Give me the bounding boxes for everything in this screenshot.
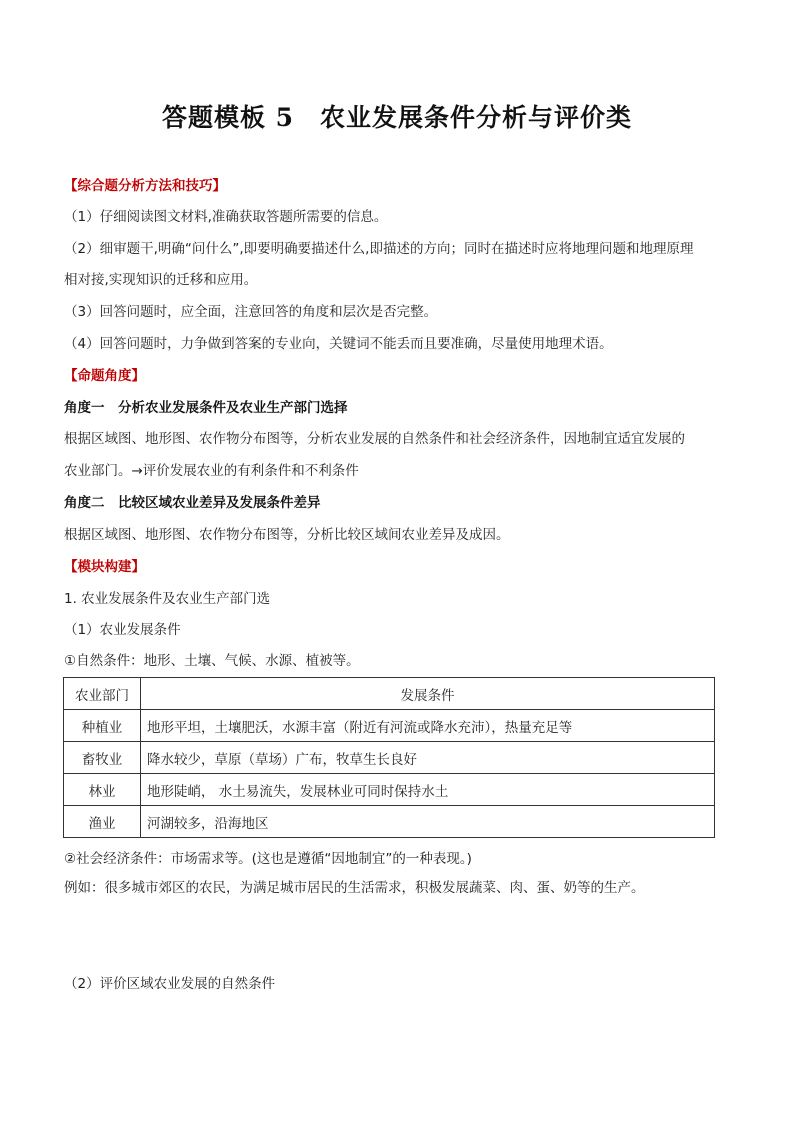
angle-1-heading: 角度一 分析农业发展条件及农业生产部门选择 <box>64 400 348 416</box>
table-cell-sector: 渔业 <box>64 806 141 838</box>
method-point-1: （1）仔细阅读图文材料,准确获取答题所需要的信息。 <box>64 209 388 225</box>
table-cell-sector: 畜牧业 <box>64 742 141 774</box>
angle-1-text: 根据区域图、地形图、农作物分布图等，分析农业发展的自然条件和社会经济条件，因地制宜适宜发展的 <box>64 431 685 447</box>
page-title: 答题模板 5 农业发展条件分析与评价类 <box>161 103 633 132</box>
angle-2-heading: 角度二 比较区域农业差异及发展条件差异 <box>64 495 321 511</box>
module-subitem-1: （1）农业发展条件 <box>64 622 181 638</box>
method-point-2-cont: 相对接,实现知识的迁移和应用。 <box>64 272 258 288</box>
table-cell-condition: 地形陡峭， 水土易流失，发展林业可同时保持水土 <box>141 774 715 806</box>
angle-1-text-cont: 农业部门。→评价发展农业的有利条件和不利条件 <box>64 463 359 479</box>
angle-2-text: 根据区域图、地形图、农作物分布图等，分析比较区域间农业差异及成因。 <box>64 527 510 543</box>
module-subitem-2: （2）评价区域农业发展的自然条件 <box>64 976 276 992</box>
table-cell-sector: 种植业 <box>64 710 141 742</box>
section-heading-methods: 【综合题分析方法和技巧】 <box>64 178 226 194</box>
table-row <box>64 806 715 838</box>
module-item-1: 1. 农业发展条件及农业生产部门选 <box>64 591 271 607</box>
conditions-table <box>63 677 715 838</box>
table-row <box>64 710 715 742</box>
table-cell-sector: 林业 <box>64 774 141 806</box>
social-conditions: ②社会经济条件：市场需求等。(这也是遵循“因地制宜”的一种表现。) <box>64 851 472 867</box>
example-text: 例如：很多城市郊区的农民，为满足城市居民的生活需求，积极发展蔬菜、肉、蛋、奶等的生产。 <box>64 880 645 896</box>
table-row <box>64 774 715 806</box>
table-cell-condition: 河湖较多，沿海地区 <box>141 806 715 838</box>
table-header-cell: 发展条件 <box>141 678 715 710</box>
table-header-row <box>64 678 715 710</box>
method-point-2: （2）细审题干,明确“问什么”,即要明确要描述什么,即描述的方向；同时在描述时应将地理问题和地理原理 <box>64 241 694 257</box>
section-heading-angles: 【命题角度】 <box>64 368 145 384</box>
natural-conditions: ①自然条件：地形、土壤、气候、水源、植被等。 <box>64 653 360 669</box>
method-point-3: （3）回答问题时，应全面，注意回答的角度和层次是否完整。 <box>64 304 438 320</box>
table-row <box>64 742 715 774</box>
table-cell-condition: 地形平坦，土壤肥沃，水源丰富（附近有河流或降水充沛），热量充足等 <box>141 710 715 742</box>
method-point-4: （4）回答问题时，力争做到答案的专业向，关键词不能丢而且要准确，尽量使用地理术语。 <box>64 336 613 352</box>
table-header-cell: 农业部门 <box>64 678 141 710</box>
table-cell-condition: 降水较少，草原（草场）广布，牧草生长良好 <box>141 742 715 774</box>
section-heading-module: 【模块构建】 <box>64 559 145 575</box>
